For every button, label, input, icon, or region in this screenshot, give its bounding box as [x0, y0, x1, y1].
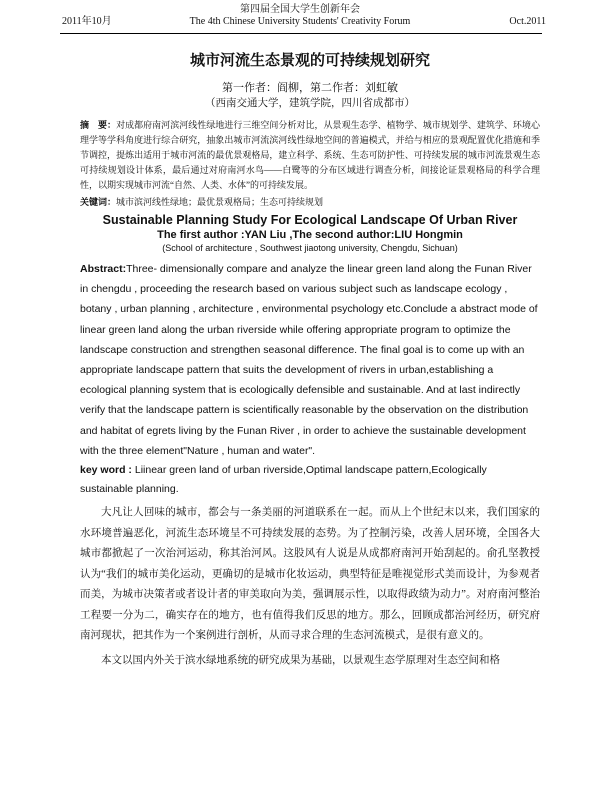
keywords-label-en: key word :	[80, 464, 132, 477]
abstract-en	[80, 259, 540, 461]
conference-name-en: The 4th Chinese University Students' Creativity Forum	[189, 16, 411, 27]
keywords-text-cn: 城市滨河线性绿地；最优景观格局；生态可持续规划	[116, 197, 324, 207]
paper-body	[80, 52, 540, 671]
affiliation-cn: （西南交通大学，建筑学院，四川省成都市）	[205, 98, 415, 109]
abstract-text-en: Three- dimensionally compare and analyze the linear green land along the Funan River in chengdu , proceeding the research based on various subject such as landscape ecology , botany , urban planning , architecture , environmental psychology etc.Conclude a abstract mode of linear green land along the urban riverside while offering appropriate program to optimize the landscape construction and strengthen seasonal difference. The final goal is to come up with an appropriate landscape pattern that suits the development of rivers in urban,establishing a ecological planning system that is ecologically defensible and sustainable. And at last indirectly verify that the landscape pattern is scientifically reasonable by the observation on the distribution and habitat of egrets living by the Funan River , in order to achieve the sustainable development with the three element"Nature , human and water".	[80, 263, 538, 457]
body-paragraph: 本文以国内外关于滨水绿地系统的研究成果为基础，以景观生态学原理对生态空间和格	[101, 654, 500, 666]
keywords-text-en: Liinear green land of urban riverside,Optimal landscape pattern,Ecologically sustainable planning.	[80, 464, 487, 496]
affiliation-en: (School of architecture , Southwest jiaotong university, Chengdu, Sichuan)	[162, 243, 458, 253]
authors-en: The first author :YAN Liu ,The second author:LIU Hongmin	[157, 229, 463, 241]
abstract-label-cn: 摘 要：	[80, 120, 117, 130]
paper-title-cn: 城市河流生态景观的可持续规划研究	[189, 52, 430, 69]
abstract-text-cn: 对成都府南河滨河线性绿地进行三维空间分析对比，从景观生态学、植物学、城市规划学、建筑学、环境心理学等学科角度进行综合研究，抽象出城市河流滨河线性绿地空间的普遍模式，并给与相应的景观配置优化措施和季节调控，提炼出适用于城市河流的最优景观格局，建立科学、系统、生态可防护性、可持续发展的城市河流景观生态可持续规划设计体系，最后通过对府南河水鸟——白鹭等的分布区域进行调查分析，间接论证景观格局的科学合理性，以期实现城市河流“自然、人类、水体”的可持续发展。	[80, 120, 540, 190]
keywords-label-cn: 关键词：	[80, 197, 117, 207]
conference-name-cn: 第四届全国大学生创新年会	[240, 4, 360, 15]
authors-cn: 第一作者：阎柳，第二作者：刘虹敏	[222, 82, 398, 94]
header-rule	[60, 33, 542, 34]
abstract-label-en: Abstract:	[80, 263, 127, 275]
header-date-cn: 2011年10月	[62, 16, 112, 27]
keywords-cn	[80, 195, 540, 210]
paper-title-en: Sustainable Planning Study For Ecological Landscape Of Urban River	[102, 213, 518, 227]
abstract-cn	[80, 118, 540, 193]
keywords-en	[80, 461, 540, 499]
header-date-en: Oct.2011	[509, 16, 546, 27]
body-paragraph: 大凡让人回味的城市，都会与一条美丽的河道联系在一起。而从上个世纪末以来，我们国家的水环境普遍恶化，河流生态环境呈不可持续发展的态势。为了控制污染，改善人居环境，全国各大城市都掀起了一次治河运动，称其治河风。这股风有人说是从成都府南河开始刮起的。俞孔坚教授认为“我们的城市美化运动，更确切的是城市化妆运动，典型特征是唯视觉形式美而设计，为参观者而美，为城市决策者或者设计者的审美取向为美，强调展示性，以取得政绩为动力”。对府南河整治工程要一分为二，确实存在的地方，也有值得我们反思的地方。那么，回顾成都治河经历，研究府南河现状，把其作为一个案例进行剖析，从而寻求合理的生态河流模式，是很有意义的。	[80, 507, 540, 642]
